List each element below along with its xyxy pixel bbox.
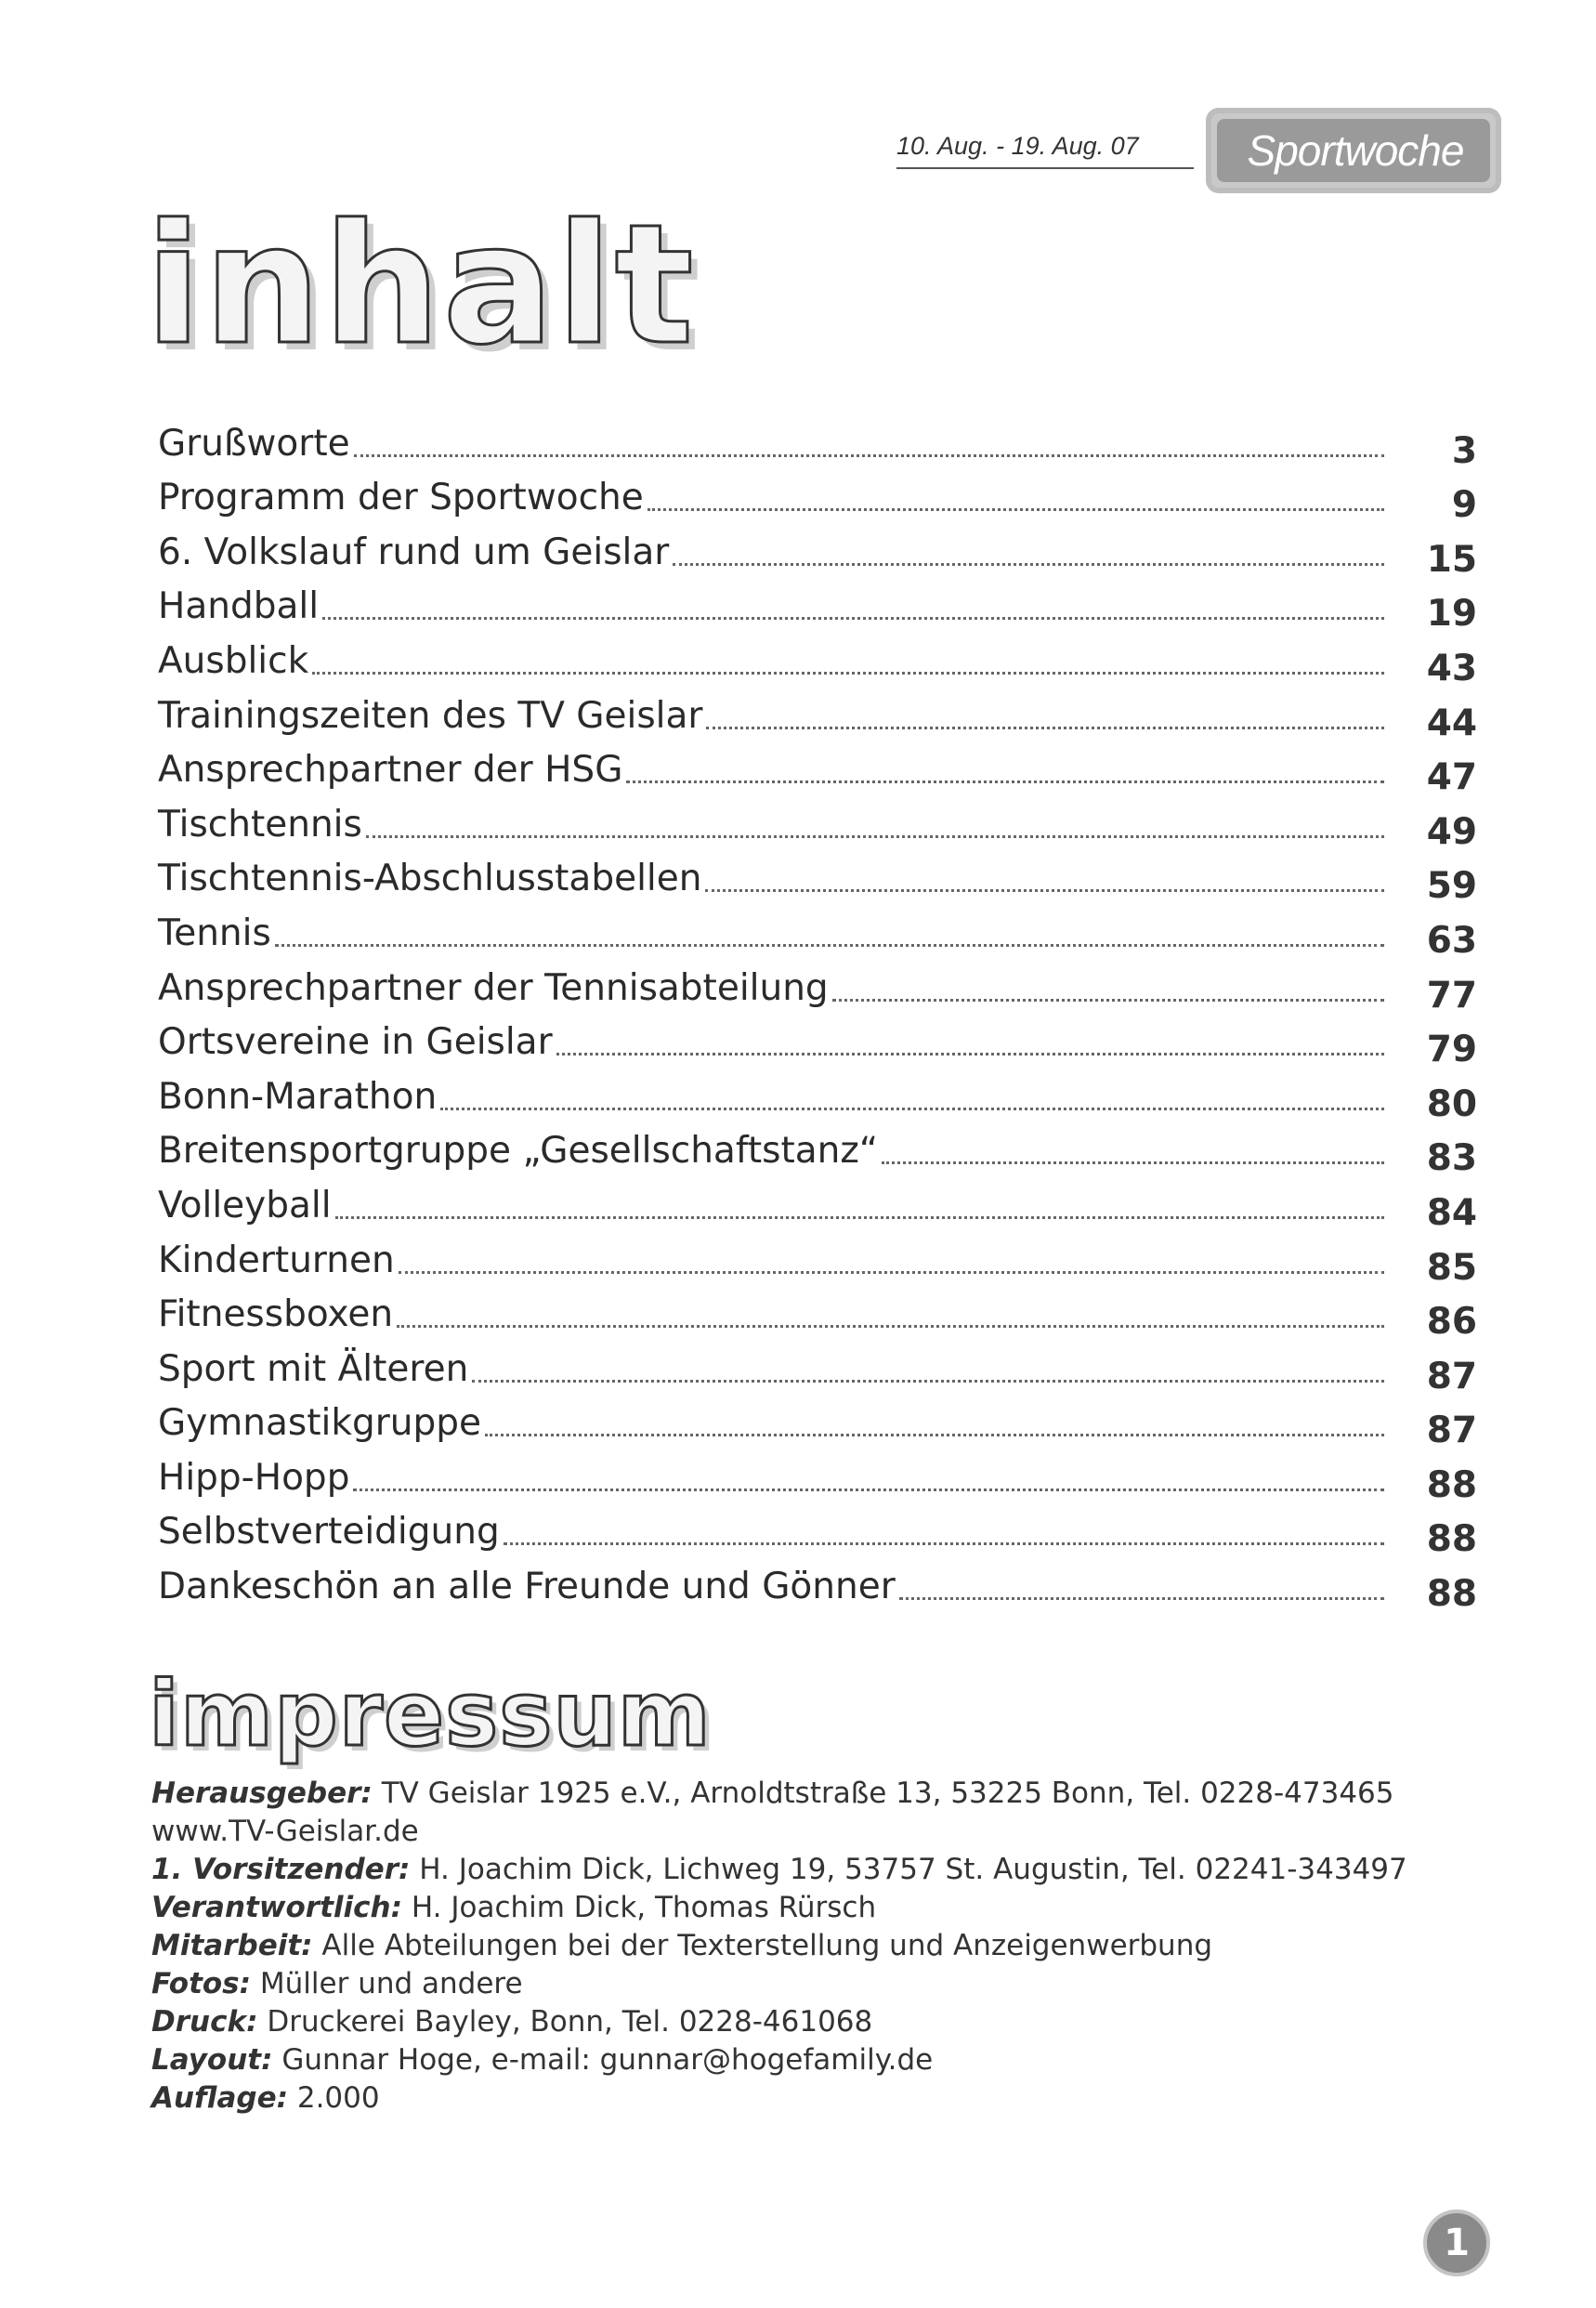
toc-entry-page: 44 [1426, 702, 1477, 744]
toc-entry [158, 1174, 1477, 1234]
toc-entry-page: 87 [1426, 1410, 1477, 1452]
toc-entry-page: 9 [1451, 484, 1477, 527]
toc-entry-page: 3 [1451, 429, 1477, 472]
toc-entry [158, 1011, 1477, 1071]
toc-leader-dots [626, 780, 1384, 783]
table-of-contents [158, 412, 1477, 1616]
toc-leader-dots [312, 671, 1384, 675]
toc-leader-dots [440, 1107, 1384, 1110]
toc-entry-title: Trainingszeiten des TV Geislar [158, 694, 703, 737]
impressum-line [151, 2041, 1452, 2079]
impressum-label: Mitarbeit: [151, 1929, 313, 1962]
impressum-label: 1. Vorsitzender: [151, 1853, 411, 1886]
toc-leader-dots [472, 1379, 1384, 1383]
toc-entry [158, 520, 1477, 581]
toc-entry-title: Handball [158, 585, 320, 628]
impressum-label: Auflage: [151, 2081, 288, 2115]
toc-entry [158, 684, 1477, 744]
toc-entry-title: Ansprechpartner der HSG [158, 749, 623, 792]
impressum-line [151, 1851, 1452, 1889]
impressum-line [151, 2003, 1452, 2041]
toc-entry-page: 47 [1426, 756, 1477, 799]
impressum-text: Alle Abteilungen bei der Texterstellung und Anzeigenwerbung [321, 1929, 1213, 1962]
toc-entry-title: Volleyball [158, 1184, 332, 1226]
toc-leader-dots [366, 834, 1384, 838]
toc-entry-title: 6. Volkslauf rund um Geislar [158, 531, 670, 573]
page-number: 1 [1444, 2222, 1470, 2264]
impressum-line [151, 1927, 1452, 1965]
toc-entry-page: 63 [1426, 919, 1477, 962]
toc-heading: inhalt [145, 189, 696, 381]
toc-entry [158, 412, 1477, 472]
impressum-text: 2.000 [296, 2081, 380, 2115]
toc-entry [158, 1120, 1477, 1180]
toc-entry-title: Breitensportgruppe „Gesellschaftstanz“ [158, 1130, 879, 1173]
toc-leader-dots [353, 1488, 1384, 1491]
toc-entry-title: Tischtennis [158, 803, 362, 846]
toc-entry [158, 739, 1477, 799]
toc-entry [158, 1392, 1477, 1452]
impressum-line [151, 1813, 1452, 1851]
toc-entry [158, 847, 1477, 908]
toc-leader-dots [504, 1541, 1384, 1545]
toc-entry-title: Programm der Sportwoche [158, 477, 644, 519]
toc-entry [158, 575, 1477, 636]
toc-entry-title: Ansprechpartner der Tennisabteilung [158, 966, 829, 1009]
sportwoche-badge [1206, 108, 1501, 193]
brand-label: Sportwoche [1247, 126, 1464, 175]
impressum-line [151, 1889, 1452, 1927]
toc-entry-title: Fitnessboxen [158, 1293, 394, 1336]
toc-entry-title: Kinderturnen [158, 1239, 395, 1281]
impressum-line [151, 1775, 1452, 1813]
toc-entry [158, 793, 1477, 853]
toc-entry-page: 80 [1426, 1082, 1477, 1125]
date-range: 10. Aug. - 19. Aug. 07 [896, 132, 1194, 169]
toc-entry [158, 1501, 1477, 1561]
toc-leader-dots [705, 888, 1384, 892]
impressum-text: Druckerei Bayley, Bonn, Tel. 0228-461068 [267, 2005, 873, 2039]
impressum-heading: impressum [149, 1662, 712, 1766]
toc-entry-page: 59 [1426, 865, 1477, 908]
toc-entry-title: Dankeschön an alle Freunde und Gönner [158, 1566, 896, 1608]
toc-entry-title: Sport mit Älteren [158, 1347, 469, 1390]
page-number-badge [1423, 2210, 1490, 2276]
toc-leader-dots [648, 507, 1384, 511]
impressum-label: Herausgeber: [151, 1777, 373, 1810]
toc-entry [158, 956, 1477, 1016]
impressum-label: Verantwortlich: [151, 1891, 402, 1924]
impressum-label: Druck: [151, 2005, 258, 2039]
toc-leader-dots [485, 1433, 1384, 1436]
toc-entry [158, 629, 1477, 689]
toc-entry-title: Hipp-Hopp [158, 1456, 350, 1499]
toc-leader-dots [275, 943, 1384, 947]
toc-entry-page: 79 [1426, 1029, 1477, 1071]
toc-entry [158, 901, 1477, 962]
toc-entry [158, 466, 1477, 527]
toc-entry-page: 19 [1426, 593, 1477, 636]
toc-leader-dots [322, 616, 1384, 620]
toc-entry-title: Gymnastikgruppe [158, 1402, 481, 1445]
toc-entry-page: 49 [1426, 810, 1477, 853]
toc-entry-title: Bonn-Marathon [158, 1075, 438, 1118]
toc-leader-dots [706, 726, 1384, 729]
toc-entry-title: Grußworte [158, 422, 350, 465]
impressum-block [151, 1775, 1452, 2118]
toc-leader-dots [673, 562, 1384, 566]
impressum-text: H. Joachim Dick, Thomas Rürsch [411, 1891, 877, 1924]
toc-entry-page: 88 [1426, 1463, 1477, 1506]
toc-entry [158, 1446, 1477, 1506]
impressum-label: Fotos: [151, 1967, 252, 2000]
toc-entry-page: 84 [1426, 1191, 1477, 1234]
toc-entry [158, 1554, 1477, 1616]
toc-entry-page: 77 [1426, 974, 1477, 1016]
toc-entry-page: 15 [1426, 538, 1477, 581]
toc-entry-page: 87 [1426, 1355, 1477, 1397]
impressum-text: www.TV-Geislar.de [151, 1815, 419, 1848]
impressum-text: Gunnar Hoge, e-mail: gunnar@hogefamily.de [281, 2043, 934, 2077]
toc-leader-dots [882, 1161, 1384, 1164]
impressum-line [151, 1965, 1452, 2003]
impressum-label: Layout: [151, 2043, 273, 2077]
toc-entry-title: Ortsvereine in Geislar [158, 1021, 553, 1064]
impressum-text: TV Geislar 1925 e.V., Arnoldtstraße 13, 53225 Bonn, Tel. 0228-473465 [381, 1777, 1394, 1810]
toc-leader-dots [397, 1324, 1384, 1328]
toc-entry [158, 1337, 1477, 1397]
toc-entry-title: Selbstverteidigung [158, 1511, 500, 1554]
toc-entry-page: 43 [1426, 647, 1477, 689]
toc-entry-page: 88 [1426, 1573, 1477, 1616]
toc-leader-dots [556, 1052, 1384, 1056]
toc-leader-dots [899, 1596, 1384, 1600]
toc-entry-page: 86 [1426, 1301, 1477, 1344]
toc-leader-dots [335, 1215, 1384, 1219]
toc-entry-title: Tischtennis-Abschlusstabellen [158, 858, 702, 900]
toc-entry [158, 1283, 1477, 1344]
toc-entry [158, 1065, 1477, 1125]
impressum-text: Müller und andere [259, 1967, 523, 2000]
toc-entry-page: 88 [1426, 1518, 1477, 1561]
toc-entry-title: Tennis [158, 911, 271, 954]
impressum-text: H. Joachim Dick, Lichweg 19, 53757 St. Augustin, Tel. 02241-343497 [419, 1853, 1407, 1886]
toc-leader-dots [832, 998, 1384, 1002]
toc-entry-title: Ausblick [158, 639, 309, 682]
toc-leader-dots [399, 1270, 1384, 1274]
toc-leader-dots [354, 453, 1384, 457]
toc-entry-page: 85 [1426, 1246, 1477, 1289]
toc-entry-page: 83 [1426, 1137, 1477, 1180]
impressum-line [151, 2079, 1452, 2118]
toc-entry [158, 1228, 1477, 1289]
